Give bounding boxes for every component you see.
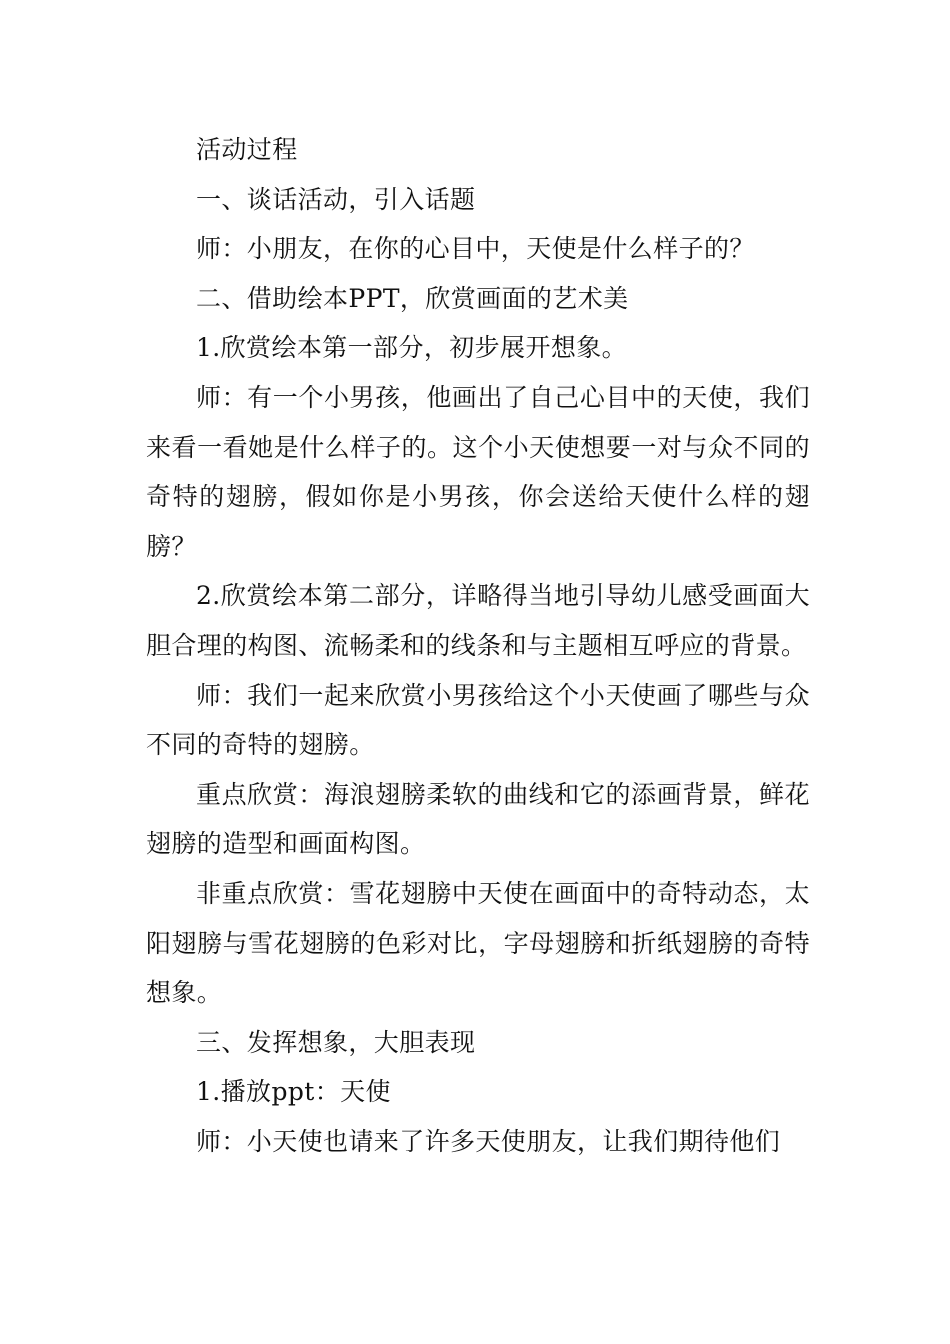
section-heading-3: 三、发挥想象，大胆表现 <box>196 1027 476 1057</box>
step-3-1: 1.播放ppt：天使 <box>196 1077 391 1107</box>
paragraph-teacher-friends: 师：小天使也请来了许多天使朋友，让我们期待他们 <box>196 1126 781 1156</box>
paragraph-nonkey-appreciation: 非重点欣赏：雪花翅膀中天使在画面中的奇特动态，太阳翅膀与雪花翅膀的色彩对比，字母翅膀和折纸翅膀的奇特想象。 <box>146 878 810 1008</box>
section-heading-1: 一、谈话活动，引入话题 <box>196 184 476 214</box>
step-2-1: 1.欣赏绘本第一部分，初步展开想象。 <box>196 333 628 363</box>
paragraph-key-appreciation: 重点欣赏：海浪翅膀柔软的曲线和它的添画背景，鲜花翅膀的造型和画面构图。 <box>146 779 810 859</box>
document-body <box>146 125 810 1166</box>
paragraph-teacher-intro: 师：有一个小男孩，他画出了自己心目中的天使，我们来看一看她是什么样子的。这个小天使想要一对与众不同的奇特的翅膀，假如你是小男孩，你会送给天使什么样的翅膀？ <box>146 382 810 561</box>
paragraph-teacher-appreciate: 师：我们一起来欣赏小男孩给这个小天使画了哪些与众不同的奇特的翅膀。 <box>146 680 810 760</box>
step-2-2: 2.欣赏绘本第二部分，详略得当地引导幼儿感受画面大胆合理的构图、流畅柔和的线条和与主题相互呼应的背景。 <box>146 581 810 660</box>
section-heading-process: 活动过程 <box>196 135 298 164</box>
section-heading-2: 二、借助绘本PPT，欣赏画面的艺术美 <box>196 283 629 313</box>
paragraph-teacher-question: 师：小朋友，在你的心目中，天使是什么样子的？ <box>196 234 755 264</box>
